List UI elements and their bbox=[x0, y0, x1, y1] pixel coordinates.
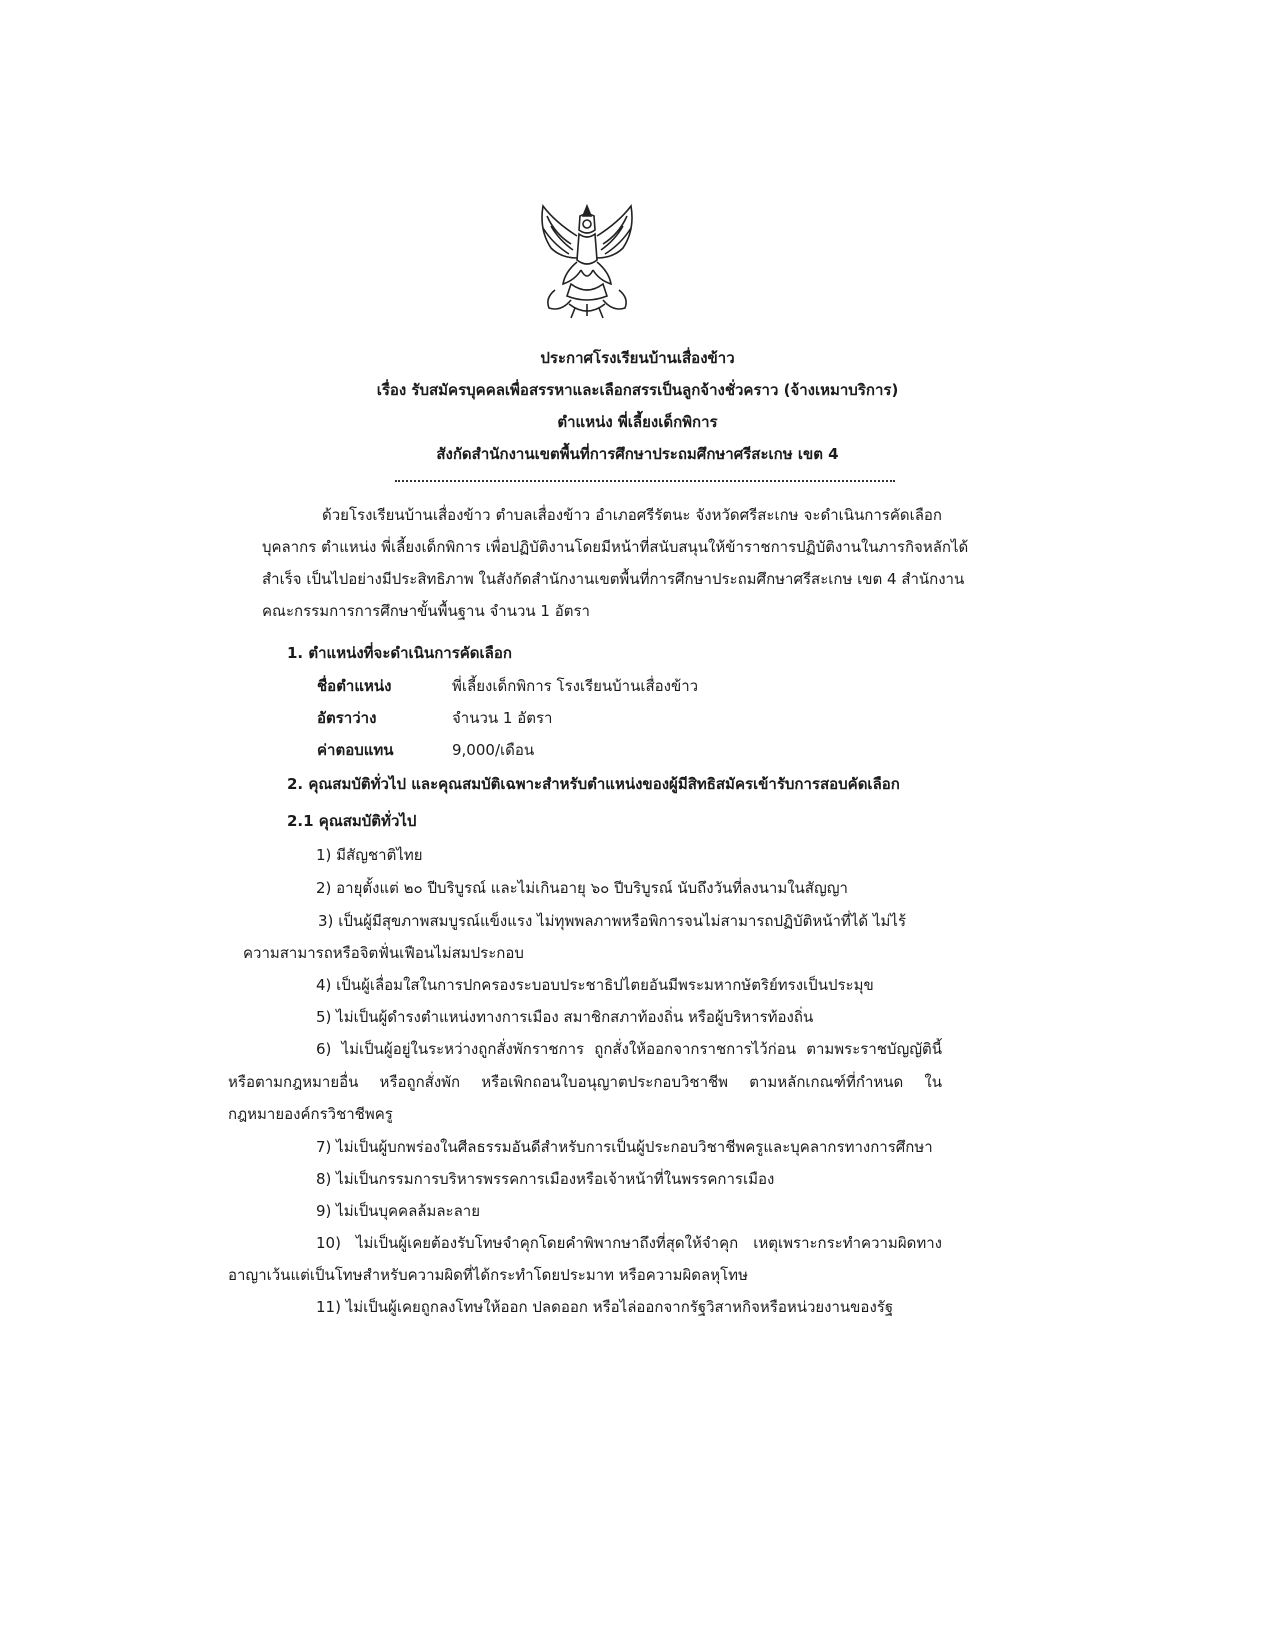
announcement-position: ตำแหน่ง พี่เลี้ยงเด็กพิการ bbox=[557, 413, 718, 431]
qualification-item-continued: อาญาเว้นแต่เป็นโทษสำหรับความผิดที่ได้กระทำโดยประมาท หรือความผิดลหุโทษ bbox=[228, 1266, 748, 1284]
qualification-item: 8) ไม่เป็นกรรมการบริหารพรรคการเมืองหรือเจ้าหน้าที่ในพรรคการเมือง bbox=[316, 1170, 775, 1188]
qualification-item: 4) เป็นผู้เลื่อมใสในการปกครองระบอบประชาธิปไตยอันมีพระมหากษัตริย์ทรงเป็นประมุข bbox=[316, 976, 874, 994]
qualification-item: 9) ไม่เป็นบุคคลล้มละลาย bbox=[316, 1202, 481, 1220]
field-label: อัตราว่าง bbox=[317, 709, 377, 727]
qualification-item: 10) ไม่เป็นผู้เคยต้องรับโทษจำคุกโดยคำพิพากษาถึงที่สุดให้จำคุก เหตุเพราะกระทำความผิดทาง bbox=[316, 1234, 942, 1252]
garuda-emblem bbox=[525, 200, 650, 320]
field-value: จำนวน 1 อัตรา bbox=[452, 709, 553, 727]
intro-paragraph-line: สำเร็จ เป็นไปอย่างมีประสิทธิภาพ ในสังกัดสำนักงานเขตพื้นที่การศึกษาประถมศึกษาศรีสะเกษ เขต 4 สำนักงาน bbox=[262, 570, 965, 588]
section1-heading: 1. ตำแหน่งที่จะดำเนินการคัดเลือก bbox=[287, 644, 512, 662]
separator-dotted-line bbox=[395, 480, 895, 482]
section2-1-heading: 2.1 คุณสมบัติทั่วไป bbox=[287, 812, 417, 830]
qualification-item: 1) มีสัญชาติไทย bbox=[316, 846, 423, 864]
intro-paragraph-line: ด้วยโรงเรียนบ้านเสื่องข้าว ตำบลเสื่องข้าว อำเภอศรีรัตนะ จังหวัดศรีสะเกษ จะดำเนินการคัดเลือก bbox=[322, 506, 942, 524]
announcement-subject: เรื่อง รับสมัครบุคคลเพื่อสรรหาและเลือกสรรเป็นลูกจ้างชั่วคราว (จ้างเหมาบริการ) bbox=[376, 381, 899, 399]
announcement-title: ประกาศโรงเรียนบ้านเสื่องข้าว bbox=[540, 349, 735, 367]
field-value: พี่เลี้ยงเด็กพิการ โรงเรียนบ้านเสื่องข้าว bbox=[452, 677, 699, 695]
qualification-item: 5) ไม่เป็นผู้ดำรงตำแหน่งทางการเมือง สมาชิกสภาท้องถิ่น หรือผู้บริหารท้องถิ่น bbox=[316, 1008, 814, 1026]
field-label: ค่าตอบแทน bbox=[317, 741, 394, 759]
intro-paragraph-line: บุคลากร ตำแหน่ง พี่เลี้ยงเด็กพิการ เพื่อปฏิบัติงานโดยมีหน้าที่สนับสนุนให้ข้าราชการปฏิบัติงานในภารกิจหลักได้ bbox=[262, 538, 969, 556]
qualification-item: 7) ไม่เป็นผู้บกพร่องในศีลธรรมอันดีสำหรับการเป็นผู้ประกอบวิชาชีพครูและบุคลากรทางการศึกษา bbox=[316, 1138, 933, 1156]
announcement-affiliation: สังกัดสำนักงานเขตพื้นที่การศึกษาประถมศึกษาศรีสะเกษ เขต 4 bbox=[436, 445, 839, 463]
qualification-item: 3) เป็นผู้มีสุขภาพสมบูรณ์แข็งแรง ไม่ทุพพลภาพหรือพิการจนไม่สามารถปฏิบัติหน้าที่ได้ ไม่ไร้ bbox=[318, 912, 906, 930]
intro-paragraph-line: คณะกรรมการการศึกษาขั้นพื้นฐาน จำนวน 1 อัตรา bbox=[262, 602, 590, 620]
qualification-item-continued: หรือตามกฎหมายอื่น หรือถูกสั่งพัก หรือเพิกถอนใบอนุญาตประกอบวิชาชีพ ตามหลักเกณฑ์ที่กำหนด ใน bbox=[228, 1073, 942, 1091]
qualification-item: 6) ไม่เป็นผู้อยู่ในระหว่างถูกสั่งพักราชการ ถูกสั่งให้ออกจากราชการไว้ก่อน ตามพระราชบัญญัตินี้ bbox=[316, 1040, 942, 1058]
section2-heading: 2. คุณสมบัติทั่วไป และคุณสมบัติเฉพาะสำหรับตำแหน่งของผู้มีสิทธิสมัครเข้ารับการสอบคัดเลือก bbox=[287, 775, 900, 793]
qualification-item-continued: ความสามารถหรือจิตฟั่นเฟือนไม่สมประกอบ bbox=[243, 944, 524, 962]
qualification-item: 11) ไม่เป็นผู้เคยถูกลงโทษให้ออก ปลดออก หรือไล่ออกจากรัฐวิสาหกิจหรือหน่วยงานของรัฐ bbox=[316, 1298, 894, 1316]
field-label: ชื่อตำแหน่ง bbox=[317, 677, 392, 695]
qualification-item: 2) อายุตั้งแต่ ๒๐ ปีบริบูรณ์ และไม่เกินอายุ ๖๐ ปีบริบูรณ์ นับถึงวันที่ลงนามในสัญญา bbox=[316, 879, 848, 897]
qualification-item-continued: กฎหมายองค์กรวิชาชีพครู bbox=[228, 1105, 393, 1123]
field-value: 9,000/เดือน bbox=[452, 741, 535, 759]
